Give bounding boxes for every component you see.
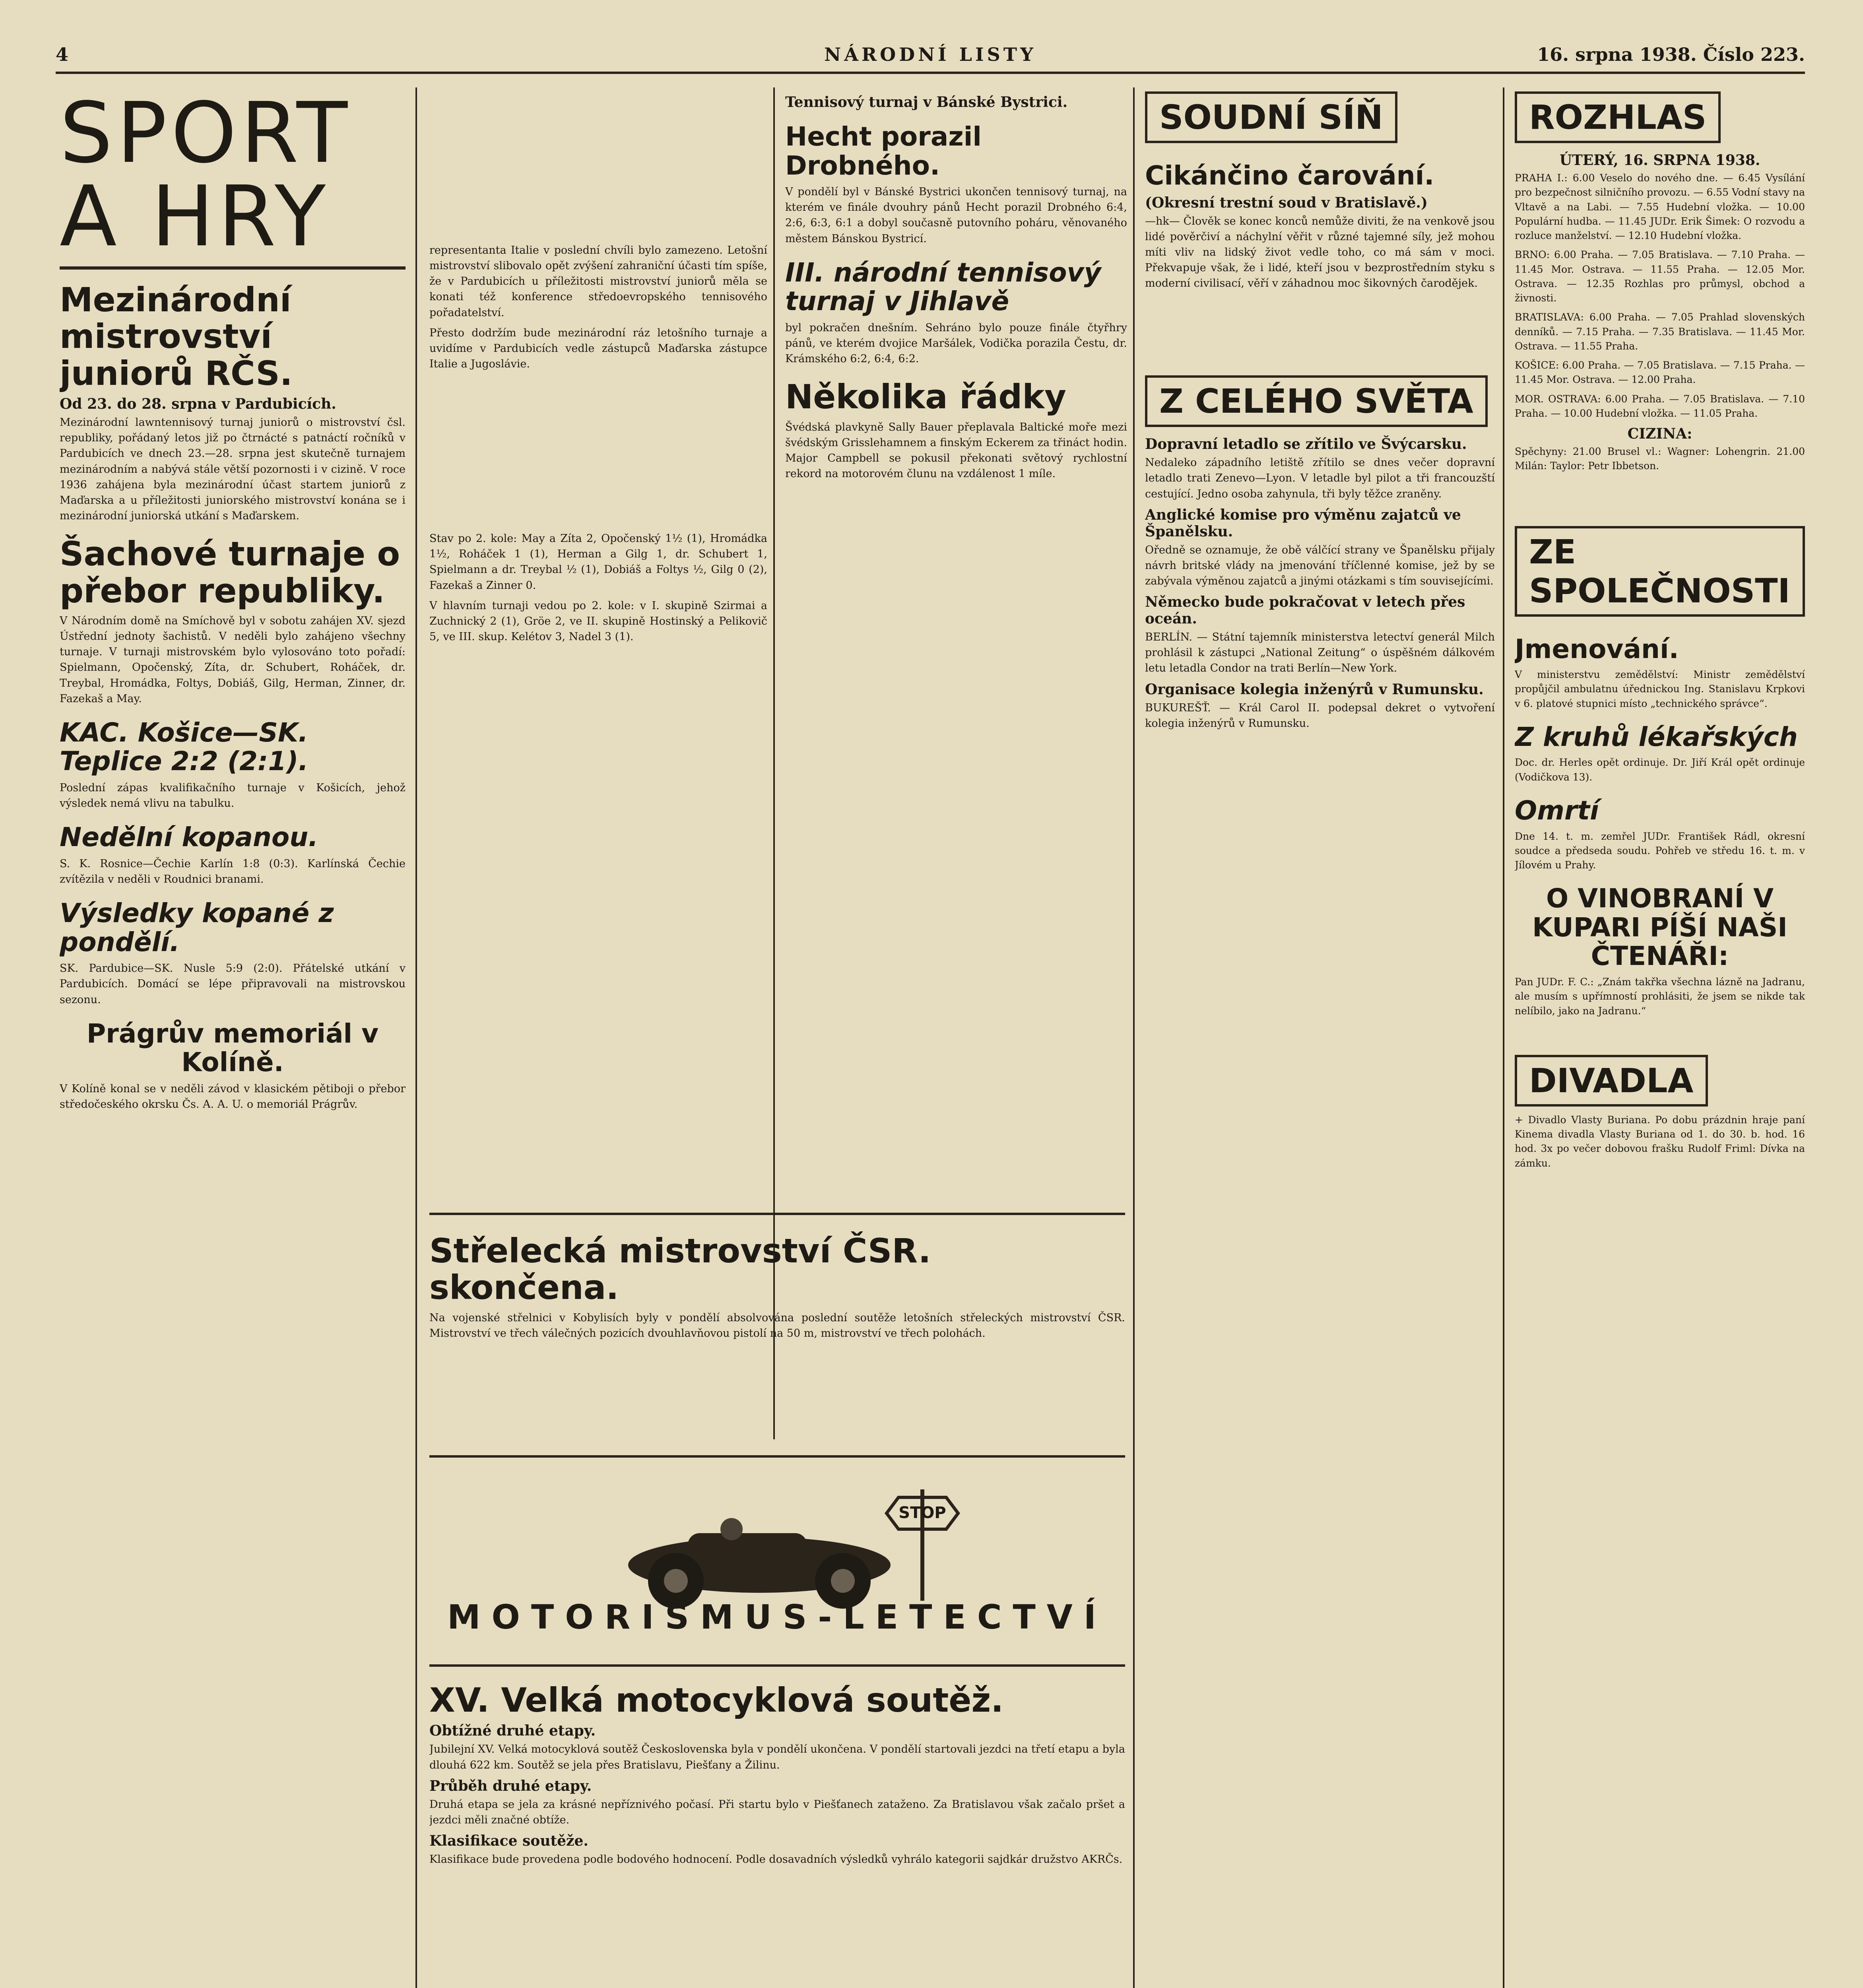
article-title: Z kruhů lékařských [1515, 721, 1798, 752]
article-text: Na vojenské střelnici v Kobylisích byly v pondělí absolvována poslední soutěže letošních střeleckých mistrovství ČSR. Mistrovství ve třech válečných pozicích dvouhlavňovou pistolí na 50 m, mistrovství ve třech polohách. [429, 1311, 1125, 1340]
article-title: O VINOBRANÍ V KUPARI PÍŠÍ NAŠI ČTENÁŘI: [1532, 883, 1787, 972]
article-subtitle: Od 23. do 28. srpna v Pardubicích. [60, 396, 336, 413]
section-header: ROZHLAS [1515, 91, 1721, 143]
article-text: Doc. dr. Herles opět ordinuje. Dr. Jiří Král opět ordinuje (Vodičkova 13). [1515, 757, 1805, 783]
article-title: Mezinárodní mistrovství juniorů RČS. [60, 280, 293, 393]
article-text: + Divadlo Vlasty Buriana. Po dobu prázdnin hraje paní Kinema divadla Vlasty Buriana od 1. do 30. b. hod. 16 hod. 3x po večer dobovou frašku Rudolf Friml: Dívka na zámku. [1515, 1114, 1805, 1169]
radio-society-column [1515, 91, 1805, 1988]
section-header: ZE SPOLEČNOSTI [1515, 526, 1805, 617]
page-number: 4 [56, 44, 69, 65]
radio-foreign-label: CIZINA: [1627, 425, 1692, 442]
article-text: byl pokračen dnešním. Sehráno bylo pouze finále čtyřhry pánů, ve kterém dvojice Maršálek, Vodička porazila Čestu, dr. Krámského 6:2, 6:4, 6:2. [785, 321, 1127, 365]
article-text: Švédská plavkyně Sally Bauer přeplavala Baltické moře mezi švédským Grisslehamnem a finským Eckerem za třináct hodin. Major Campbell se pokusil překonati světový rychlostní rekord na motorovém člunu na vzdálenost 1 míle. [785, 421, 1127, 480]
article-title: III. národní tennisový turnaj v Jihlavě [785, 257, 1101, 317]
article-text: BUKUREŠŤ. — Král Carol II. podepsal dekret o vytvoření kolegia inženýrů v Rumunsku. [1145, 701, 1495, 730]
sport-column-3 [785, 91, 1127, 1205]
column-rule [1133, 87, 1135, 1988]
section-header: SOUDNÍ SÍŇ [1145, 91, 1397, 143]
radio-program: MOR. OSTRAVA: 6.00 Praha. — 7.05 Bratislava. — 7.10 Praha. — 10.00 Hudební vložka. — 11.05 Praha. [1515, 393, 1805, 419]
article-text: V Národním domě na Smíchově byl v sobotu zahájen XV. sjezd Ústřední jednoty šachistů. V neděli bylo zahájeno všechny turnaje. V turnaji mistrovském bylo vylosováno toto pořadí: Spielmann, Opočenský, Zíta, dr. Schubert, Roháček, dr. Treybal, Hromádka, Foltys, Dobiáš, Gilg, Herman, Zinner, dr. Fazekaš a May. [60, 614, 406, 705]
article-title: Šachové turnaje o přebor republiky. [60, 534, 400, 610]
article-title: Dopravní letadlo se zřítilo ve Švýcarsku. [1145, 436, 1467, 453]
column-rule [1503, 87, 1504, 1988]
article-text: V Kolíně konal se v neděli závod v klasickém pětiboji o přebor středočeského okrsku Čs. A. A. U. o memoriál Prágrův. [60, 1082, 406, 1111]
article-title: XV. Velká motocyklová soutěž. [429, 1681, 1004, 1720]
section-subtitle: Průběh druhé etapy. [429, 1777, 592, 1794]
article-title: Hecht porazil Drobného. [785, 121, 982, 181]
article-text: Poslední zápas kvalifikačního turnaje v Košicích, jehož výsledek nemá vlivu na tabulku. [60, 781, 406, 810]
article-text: SK. Pardubice—SK. Nusle 5:9 (2:0). Přátelské utkání v Pardubicích. Domácí se lépe připravovali na mistrovskou sezonu. [60, 962, 406, 1006]
article-text: Pan JUDr. F. C.: „Znám takřka všechna lázně na Jadranu, ale musím s upřímností prohlásiti, že jsem se nikde tak nelíbilo, jako na Jadranu.“ [1515, 976, 1805, 1017]
article-title: Prágrův memoriál v Kolíně. [86, 1018, 379, 1078]
article-text: Oředně se oznamuje, že obě válčící strany ve Španělsku přijaly návrh britské vlády na jmenování tříčlenné komise, jež by se zabývala výměnou zajatců a jinými otázkami s tím souvisejícími. [1145, 544, 1495, 587]
article-title: Anglické komise pro výměnu zajatců ve Španělsku. [1145, 506, 1461, 540]
article-title: Německo bude pokračovat v letech přes oceán. [1145, 594, 1465, 627]
article-text: V ministerstvu zemědělství: Ministr zemědělství propůjčil ambulatnu úřednickou Ing. Stanislavu Krpkovi v 6. platové stupnici místo „technického správce“. [1515, 669, 1805, 709]
sport-column [60, 91, 406, 1988]
article-text: V pondělí byl v Bánské Bystrici ukončen tennisový turnaj, na kterém ve finále dvouhry pánů Hecht porazil Drobného 6:4, 2:6, 6:3, 6:1 a dobyl současně putovního poháru, věnovaného městem Bánskou Bystricí. [785, 186, 1127, 245]
race-car-icon [588, 1474, 966, 1617]
article-text: Nedaleko západního letiště zřítilo se dnes večer dopravní letadlo trati Zenevo—Lyon. V letadle byl pilot a tři francouzští cestující. Jedno osoba zahynula, tři byly těžce zraněny. [1145, 456, 1495, 500]
issue-date: 16. srpna 1938. Číslo 223. [1537, 44, 1805, 65]
article-text: Dne 14. t. m. zemřel JUDr. František Rádl, okresní soudce a předseda soudu. Pohřeb ve středu 16. t. m. v Jílovém u Prahy. [1515, 830, 1805, 871]
banner-title: MOTORISMUS-LETECTVÍ [447, 1598, 1108, 1637]
radio-program: BRATISLAVA: 6.00 Praha. — 7.05 Prahlad slovenských denníků. — 7.15 Praha. — 7.35 Bratislava. — 11.45 Mor. Ostrava. — 11.55 Praha. [1515, 311, 1805, 352]
article-subtitle: Obtížné druhé etapy. [429, 1722, 596, 1740]
article-kicker: Tennisový turnaj v Bánské Bystrici. [785, 94, 1068, 111]
column-rule [415, 87, 417, 1988]
article-title: Střelecká mistrovství ČSR. skončena. [429, 1231, 931, 1307]
section-header: Z CELÉHO SVĚTA [1145, 375, 1488, 427]
motorsport-banner [429, 1455, 1125, 1667]
shooting-article [429, 1221, 1125, 1451]
article-subtitle: (Okresní trestní soud v Bratislavě.) [1145, 194, 1428, 211]
article-text: representanta Italie v poslední chvíli bylo zamezeno. Letošní mistrovství slibovalo opět zvýšení zahraniční účasti tím spíše, že v Pardubicích u příležitosti mistrovství juniorů měla se konati též konference středoevropského tennisového pořadatelství. [429, 244, 767, 319]
article-text: Stav po 2. kole: May a Zíta 2, Opočenský 1½ (1), Hromádka 1½, Roháček 1 (1), Herman a Gilg 1, dr. Schubert 1, Spielmann a dr. Treybal ½ (1), Dobiáš a Foltys ½, Gilg 0 (2), Fazekaš a Zinner 0. [429, 532, 767, 592]
article-title: Několika řádky [785, 377, 1066, 417]
newspaper-name: NÁRODNÍ LISTY [824, 44, 1036, 65]
sport-masthead: SPORT A HRY [60, 91, 406, 270]
court-world-column [1145, 91, 1495, 1988]
section-subtitle: Klasifikace soutěže. [429, 1832, 588, 1849]
article-text: Klasifikace bude provedena podle bodového hodnocení. Podle dosavadních výsledků vyhrálo kategorii sajdkár družstvo AKRČs. [429, 1853, 1123, 1866]
radio-program: BRNO: 6.00 Praha. — 7.05 Bratislava. — 7.10 Praha. — 11.45 Mor. Ostrava. — 11.55 Praha. — 12.05 Mor. Ostrava. — 12.35 Rozhlas pro průmysl, obchod a živnosti. [1515, 249, 1805, 304]
article-text: Přesto dodržím bude mezinárodní ráz letošního turnaje a uvidíme v Pardubicích vedle zástupců Maďarska zástupce Italie a Jugoslávie. [429, 326, 767, 370]
radio-program: PRAHA I.: 6.00 Veselo do nového dne. — 6.45 Vysílání pro bezpečnost silničního provozu. — 6.55 Vodní stavy na Vltavě a na Labi. — 7.55 Hudební vložka. — 10.00 Populární hudba. — 11.45 JUDr. Erik Šimek: O rozvodu a rozluce manželství. — 12.10 Hudební vložka. [1515, 172, 1805, 241]
sport-column-2 [429, 243, 767, 1205]
article-text: Druhá etapa se jela za krásné nepříznivého počasí. Při startu bylo v Piešťanech zataženo. Za Bratislavou však začalo pršet a jezdci měli značné obtíže. [429, 1798, 1125, 1826]
radio-program: KOŠICE: 6.00 Praha. — 7.05 Bratislava. — 7.15 Praha. — 11.45 Mor. Ostrava. — 12.00 Praha. [1515, 359, 1805, 386]
page-header [56, 44, 1805, 74]
article-title: Nedělní kopanou. [60, 822, 318, 853]
article-title: Jmenování. [1515, 633, 1679, 664]
article-text: Jubilejní XV. Velká motocyklová soutěž Československa byla v pondělí ukončena. V pondělí startovali jezdci na třetí etapu a byla dlouhá 622 km. Soutěž se jela přes Bratislavu, Piešťany a Žilinu. [429, 1743, 1125, 1771]
article-title: Organisace kolegia inženýrů v Rumunsku. [1145, 681, 1484, 698]
article-text: —hk— Člověk se konec konců nemůže diviti, že na venkově jsou lidé pověrčiví a náchylní věřit v různé tajemné síly, jež mohou míti vliv na lidský život vedle toho, co má sám v moci. Překvapuje však, že i lidé, kteří jsou v bezprostředním styku s moderní civilisací, věří v záhadnou moc šikovných čarodějek. [1145, 215, 1495, 290]
article-text: S. K. Rosnice—Čechie Karlín 1:8 (0:3). Karlínská Čechie zvítězila v neděli v Roudnici branami. [60, 857, 406, 885]
article-title: KAC. Košice—SK. Teplice 2:2 (2:1). [60, 717, 309, 777]
article-title: Výsledky kopané z pondělí. [60, 898, 334, 957]
article-title: Omrtí [1515, 795, 1599, 826]
radio-program: Spěchyny: 21.00 Brusel vl.: Wagner: Lohengrin. 21.00 Milán: Taylor: Petr Ibbetson. [1515, 446, 1805, 472]
article-text: Mezinárodní lawntennisový turnaj juniorů o mistrovství čsl. republiky, pořádaný letos již po čtrnácté s patnáctí ročníků v Pardubicích ve dnech 23.—28. srpna jest skutečně turnajem mezinárodním a nabývá stále větší pozornosti i v cizině. V roce 1936 zahájena byla mezinárodní účast startem juniorů z Maďarska a u příležitosti juniorského mistrovství konána se i mezinárodní juniorská utkání s Maďarskem. [60, 416, 406, 522]
motorcycle-article [429, 1670, 1125, 1988]
article-text: BERLÍN. — Státní tajemník ministerstva letectví generál Milch prohlásil k zástupci „National Zeitung“ o úspěšném dálkovém letu letadla Condor na trati Berlín—New York. [1145, 631, 1495, 675]
article-title: Cikánčino čarování. [1145, 160, 1434, 191]
section-rule [429, 1213, 1125, 1215]
article-text: V hlavním turnaji vedou po 2. kole: v I. skupině Szirmai a Zuchnický 2 (1), Gröe 2, ve II. skupině Hostinský a Pelikovič 5, ve III. skup. Kelétov 3, Nadel 3 (1). [429, 599, 767, 643]
section-header: DIVADLA [1515, 1055, 1708, 1107]
stop-sign-label: STOP [899, 1504, 946, 1522]
radio-date: ÚTERÝ, 16. SRPNA 1938. [1559, 152, 1760, 169]
